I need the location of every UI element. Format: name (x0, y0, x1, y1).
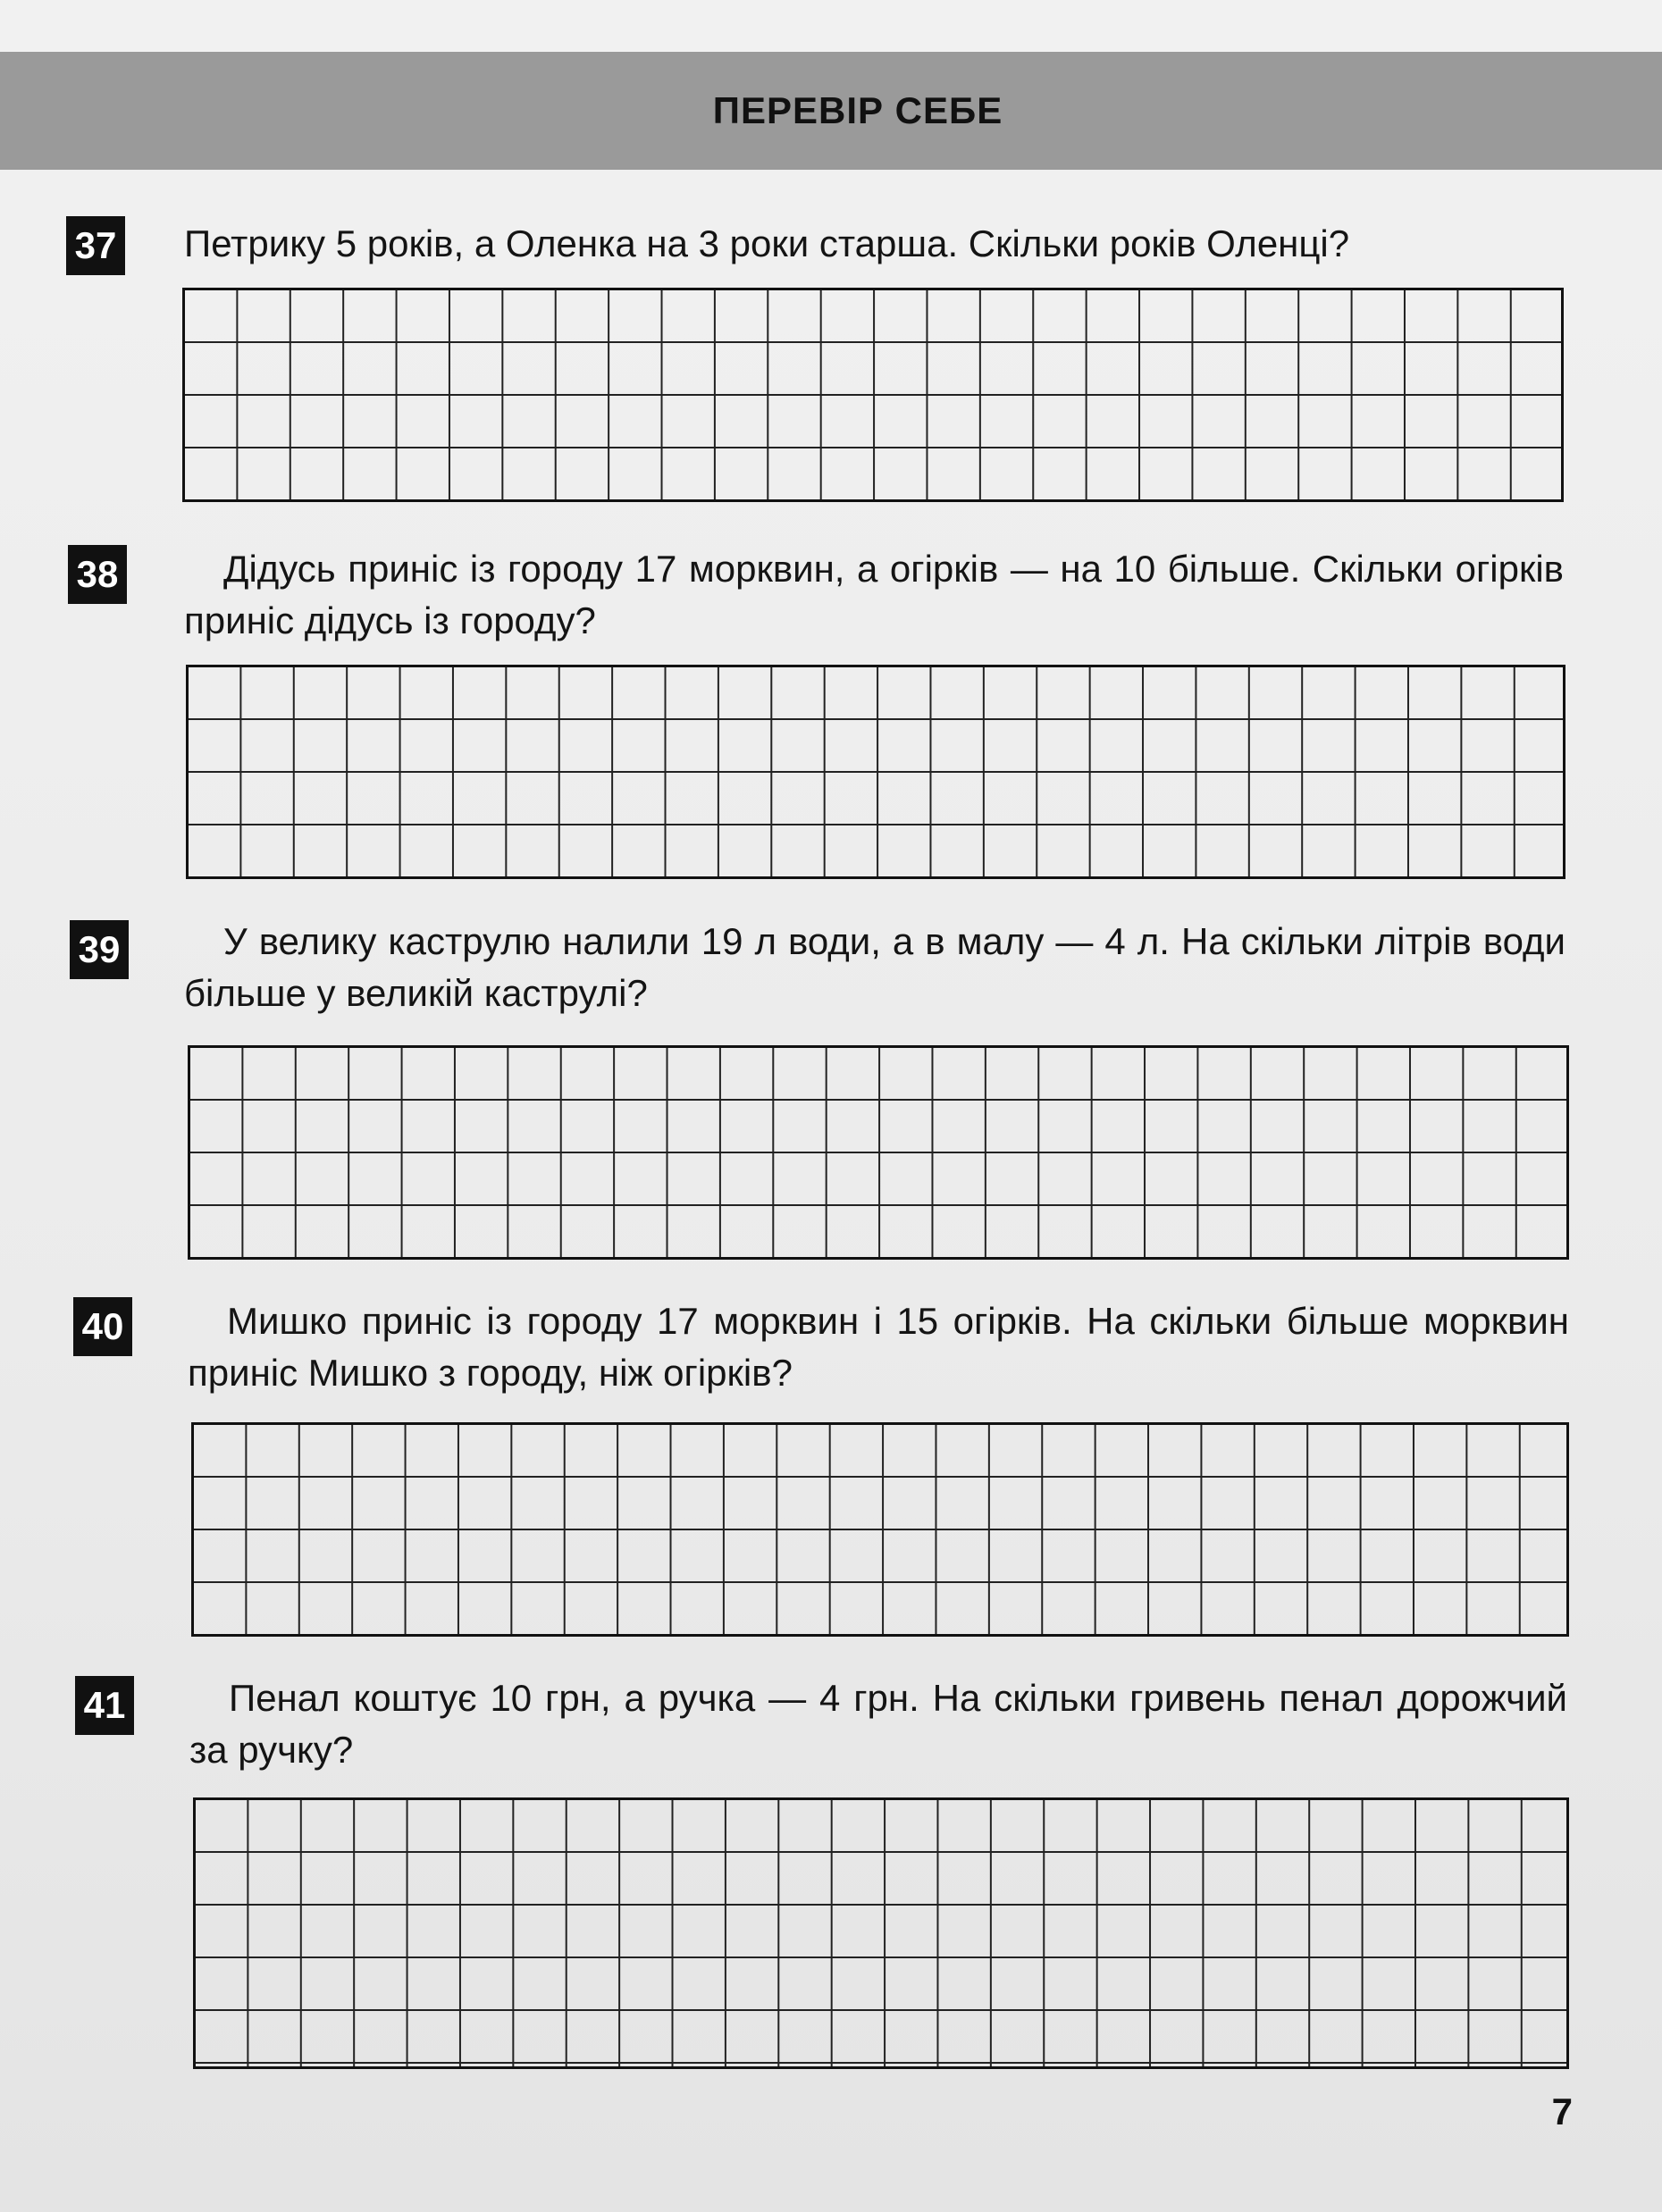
answer-grid-40[interactable] (191, 1422, 1569, 1637)
answer-grid-37[interactable] (182, 288, 1564, 502)
task-statement: Пенал коштує 10 грн, а ручка — 4 грн. На скільки гривень пенал дорожчий за ручку? (189, 1677, 1567, 1771)
answer-grid-41[interactable] (193, 1797, 1569, 2069)
task-text-40 (188, 1295, 1569, 1399)
task-number-39: 39 (70, 920, 129, 979)
page-title: ПЕРЕВІР СЕБЕ (712, 89, 1003, 131)
answer-grid-39[interactable] (188, 1045, 1569, 1260)
answer-grid-38[interactable] (186, 665, 1565, 879)
task-text-38 (184, 543, 1564, 647)
task-number-38: 38 (68, 545, 127, 604)
task-number-40: 40 (73, 1297, 132, 1356)
task-text-41 (189, 1672, 1567, 1776)
task-text-37 (184, 218, 1560, 270)
task-statement: Дідусь приніс із городу 17 морквин, а огірків — на 10 більше. Скільки огірків приніс дідусь із городу? (184, 548, 1564, 641)
task-statement: У велику каструлю налили 19 л води, а в малу — 4 л. На скільки літрів води більше у великій каструлі? (184, 920, 1565, 1014)
header-bar (0, 52, 1662, 170)
task-number-41: 41 (75, 1676, 134, 1735)
task-text-39 (184, 916, 1565, 1019)
task-statement: Петрику 5 років, а Оленка на 3 роки старша. Скільки років Оленці? (184, 222, 1350, 264)
task-number-37: 37 (66, 216, 125, 275)
task-statement: Мишко приніс із городу 17 морквин і 15 огірків. На скільки більше морквин приніс Мишко з городу, ніж огірків? (188, 1300, 1569, 1394)
page-number: 7 (1551, 2091, 1573, 2132)
